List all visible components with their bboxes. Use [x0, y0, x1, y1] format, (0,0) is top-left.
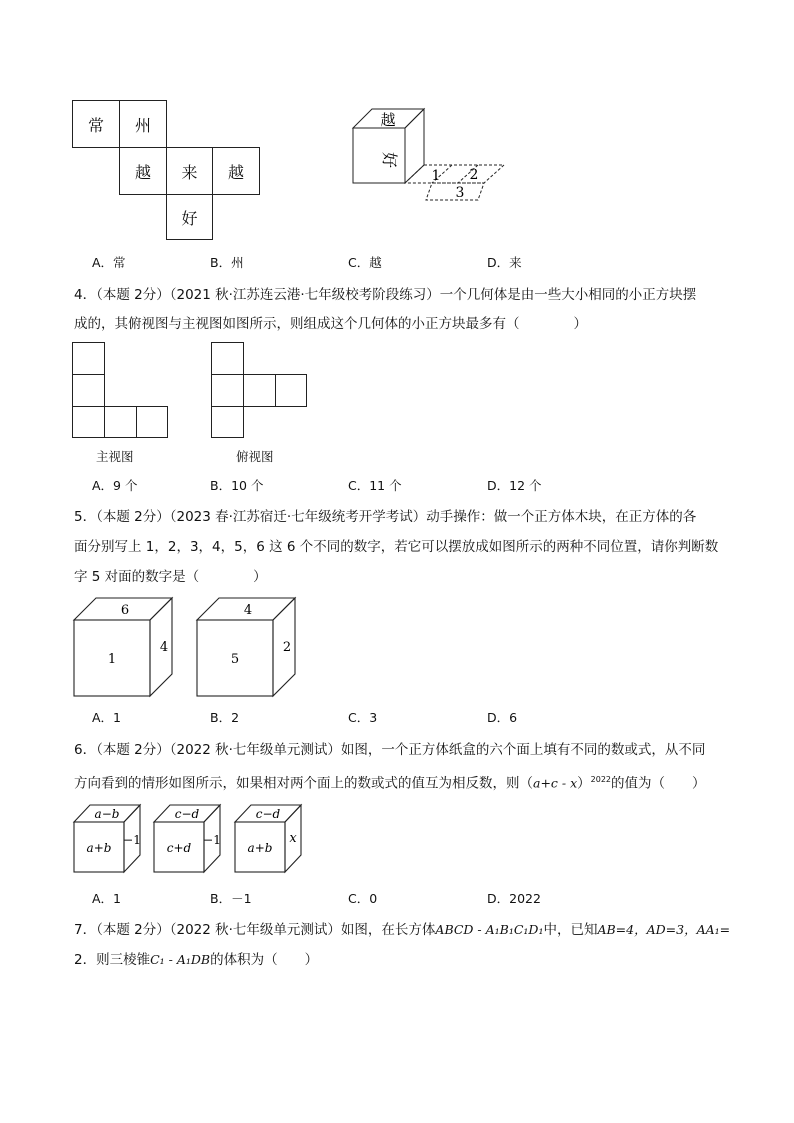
q3-pos-1: 1: [431, 168, 441, 184]
grid-square: [72, 406, 105, 438]
q6-c3-front: a+b: [247, 841, 273, 855]
q4-option-d[interactable]: D．12 个: [487, 478, 542, 493]
q3-cube-figure: [340, 104, 520, 204]
q6-option-a[interactable]: A．1: [92, 891, 122, 906]
q6-c2-front: c+d: [166, 841, 192, 855]
q6-cube-3: [231, 800, 311, 876]
q3-pos-2: 2: [469, 167, 479, 183]
q4-stem-line1: 4．（本题 2分）（2021 秋·江苏连云港·七年级校考阶段练习）一个几何体是由一些大小相同的小正方块摆: [74, 287, 697, 303]
q6-cube-2: [150, 800, 230, 876]
q3-pos-3: 3: [455, 185, 465, 201]
q5-c2-front: 5: [230, 652, 240, 667]
q4-option-c[interactable]: C．11 个: [348, 478, 402, 493]
grid-square: [72, 342, 105, 375]
q5-cube-1: [70, 594, 180, 700]
q5-c1-top: 6: [120, 603, 130, 618]
q5-option-c[interactable]: C．3: [348, 710, 378, 725]
net-cell: 越: [119, 147, 167, 195]
q4-caption-top: 俯视图: [236, 449, 274, 464]
grid-square: [104, 406, 137, 438]
q6-c3-side: x: [289, 831, 297, 846]
q7-stem-line2: 2．则三棱锥C₁ - A₁DB的体积为（ ）: [74, 952, 319, 968]
net-cell: 州: [119, 100, 167, 148]
q6-c1-top: a−b: [94, 807, 120, 821]
q3-cube-front: 好: [380, 151, 399, 169]
grid-square: [72, 374, 105, 407]
q6-c1-front: a+b: [86, 841, 112, 855]
q5-option-d[interactable]: D．6: [487, 710, 518, 725]
q5-c2-top: 4: [243, 603, 253, 618]
q5-stem-line3: 字 5 对面的数字是（ ）: [74, 569, 267, 585]
q3-cube-top: 越: [380, 111, 396, 129]
q5-cube-2: [193, 594, 303, 700]
grid-square: [211, 374, 244, 407]
q5-stem-line1: 5．（本题 2分）（2023 春·江苏宿迁·七年级统考开学考试）动手操作：做一个正方体木块，在正方体的各: [74, 509, 697, 525]
grid-square: [211, 406, 244, 438]
q3-option-a[interactable]: A．常: [92, 255, 126, 270]
q6-stem-line2: 方向看到的情形如图所示，如果相对两个面上的数或式的值互为相反数，则$(a+c - x)^{2022}$的值为（ ）: [74, 775, 706, 792]
q5-c2-side: 2: [282, 640, 292, 655]
grid-square: [243, 374, 276, 407]
q7-stem-line1: 7．（本题 2分）（2022 秋·七年级单元测试）如图，在长方体ABCD - A₁B₁C₁D₁中，已知AB=4，AD=3，AA₁=: [74, 922, 731, 938]
q5-option-a[interactable]: A．1: [92, 710, 122, 725]
q4-caption-main: 主视图: [96, 449, 134, 464]
net-cell: 来: [166, 147, 213, 195]
grid-square: [211, 342, 244, 375]
net-cell: 好: [166, 194, 213, 240]
grid-square: [136, 406, 168, 438]
q6-c2-side: −1: [203, 833, 221, 847]
q5-option-b[interactable]: B．2: [210, 710, 240, 725]
q4-option-b[interactable]: B．10 个: [210, 478, 264, 493]
q4-stem-line2: 成的，其俯视图与主视图如图所示，则组成这个几何体的小正方块最多有（ ）: [74, 316, 587, 332]
q5-stem-line2: 面分别写上 1，2，3，4，5，6 这 6 个不同的数字，若它可以摆放成如图所示的两种不同位置，请你判断数: [74, 539, 719, 555]
q6-cube-1: [70, 800, 150, 876]
q5-c1-side: 4: [159, 640, 169, 655]
q3-option-b[interactable]: B．州: [210, 255, 244, 270]
q6-c1-side: −1: [123, 833, 141, 847]
q6-option-c[interactable]: C．0: [348, 891, 378, 906]
net-cell: 常: [72, 100, 120, 148]
q6-c3-top: c−d: [255, 807, 281, 821]
q6-stem-line1: 6．（本题 2分）（2022 秋·七年级单元测试）如图，一个正方体纸盒的六个面上填有不同的数或式，从不同: [74, 742, 706, 758]
net-cell: 越: [212, 147, 260, 195]
q3-option-d[interactable]: D．来: [487, 255, 522, 270]
q6-option-d[interactable]: D．2022: [487, 891, 541, 906]
q6-option-b[interactable]: B．－1: [210, 891, 252, 906]
q4-option-a[interactable]: A．9 个: [92, 478, 138, 493]
q6-c2-top: c−d: [174, 807, 200, 821]
grid-square: [275, 374, 307, 407]
q5-c1-front: 1: [107, 652, 117, 667]
q3-option-c[interactable]: C．越: [348, 255, 382, 270]
